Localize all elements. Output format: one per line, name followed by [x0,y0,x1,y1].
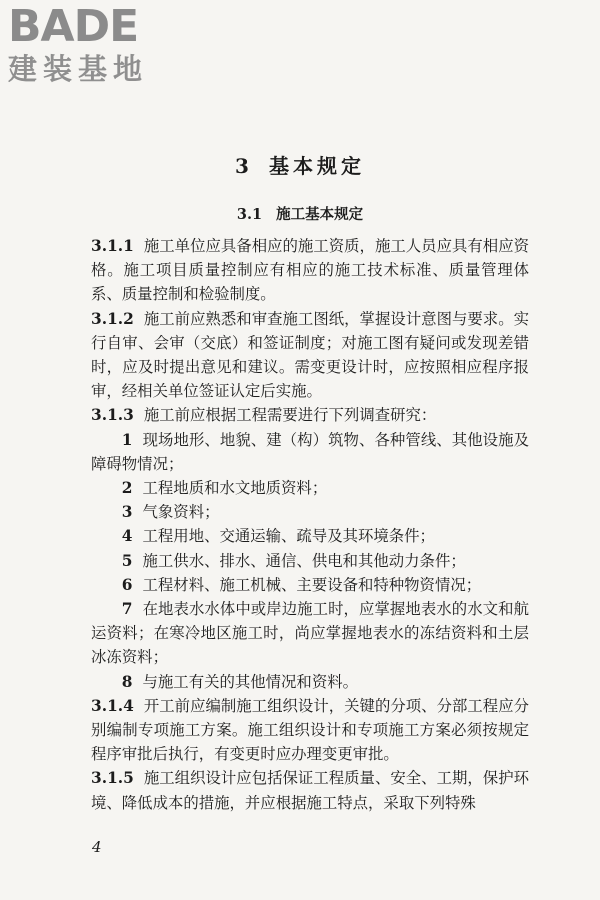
item-text: 工程地质和水文地质资料； [142,479,328,498]
clause-3-1-5 [91,766,529,814]
item-text: 气象资料； [142,503,220,522]
clause-number: 3.1.3 [91,406,134,425]
item-text: 在地表水水体中或岸边施工时，应掌握地表水的水文和航运资料；在寒冷地区施工时，尚应掌握地表水的冻结资料和土层冰冻资料； [91,600,529,667]
item-text: 与施工有关的其他情况和资料。 [142,672,358,691]
section-title [0,203,600,224]
section-number: 3.1 [236,206,263,223]
logo [8,1,178,86]
item-text: 现场地形、地貌、建（构）筑物、各种管线、其他设施及障碍物情况； [91,430,529,473]
item-number: 2 [121,479,133,498]
logo-mark: BADE [8,1,139,52]
clause-number: 3.1.1 [91,237,134,255]
clause-3-1-1 [91,234,529,307]
page-body [91,234,529,815]
chapter-title-text: 基本规定 [268,154,365,178]
logo-subtitle: 建装基地 [8,52,149,86]
list-item [91,476,529,500]
chapter-number: 3 [235,154,253,178]
item-number: 1 [121,430,133,449]
clause-number: 3.1.5 [91,769,134,788]
list-item [91,597,529,670]
clause-text: 施工前应根据工程需要进行下列调查研究： [143,406,437,425]
clause-3-1-4 [91,694,529,767]
item-number: 4 [121,527,133,546]
item-number: 8 [121,672,133,691]
list-item [91,670,529,694]
clause-text: 施工组织设计应包括保证工程质量、安全、工期，保护环境、降低成本的措施，并应根据施工特点，采取下列特殊 [91,769,529,812]
clause-3-1-2 [91,307,529,404]
page-number: 4 [92,838,102,856]
clause-text: 施工前应熟悉和审查施工图纸，掌握设计意图与要求。实行自审、会审（交底）和签证制度；对施工图有疑问或发现差错时，应及时提出意见和建议。需变更设计时，应按照相应程序报审，经相关单位签证认定后实施。 [91,309,529,401]
clause-number: 3.1.4 [91,696,134,715]
item-number: 3 [121,503,133,522]
item-number: 7 [121,600,133,619]
list-item [91,500,529,524]
list-item [91,428,529,476]
list-item [91,573,529,597]
clause-text: 施工单位应具备相应的施工资质，施工人员应具有相应资格。施工项目质量控制应有相应的施工技术标准、质量管理体系、质量控制和检验制度。 [91,237,529,304]
list-item [91,524,529,548]
item-text: 工程用地、交通运输、疏导及其环境条件； [142,527,435,546]
clause-number: 3.1.2 [91,309,134,328]
clause-3-1-3 [91,403,529,427]
list-item [91,549,529,573]
item-text: 施工供水、排水、通信、供电和其他动力条件； [142,551,466,570]
clause-text: 开工前应编制施工组织设计，关键的分项、分部工程应分别编制专项施工方案。施工组织设计和专项施工方案必须按规定程序审批后执行，有变更时应办理变更审批。 [91,696,529,764]
section-title-text: 施工基本规定 [276,206,364,223]
item-number: 5 [121,551,133,570]
item-text: 工程材料、施工机械、主要设备和特种物资情况； [142,575,482,594]
item-number: 6 [121,575,133,594]
chapter-title [0,150,600,179]
